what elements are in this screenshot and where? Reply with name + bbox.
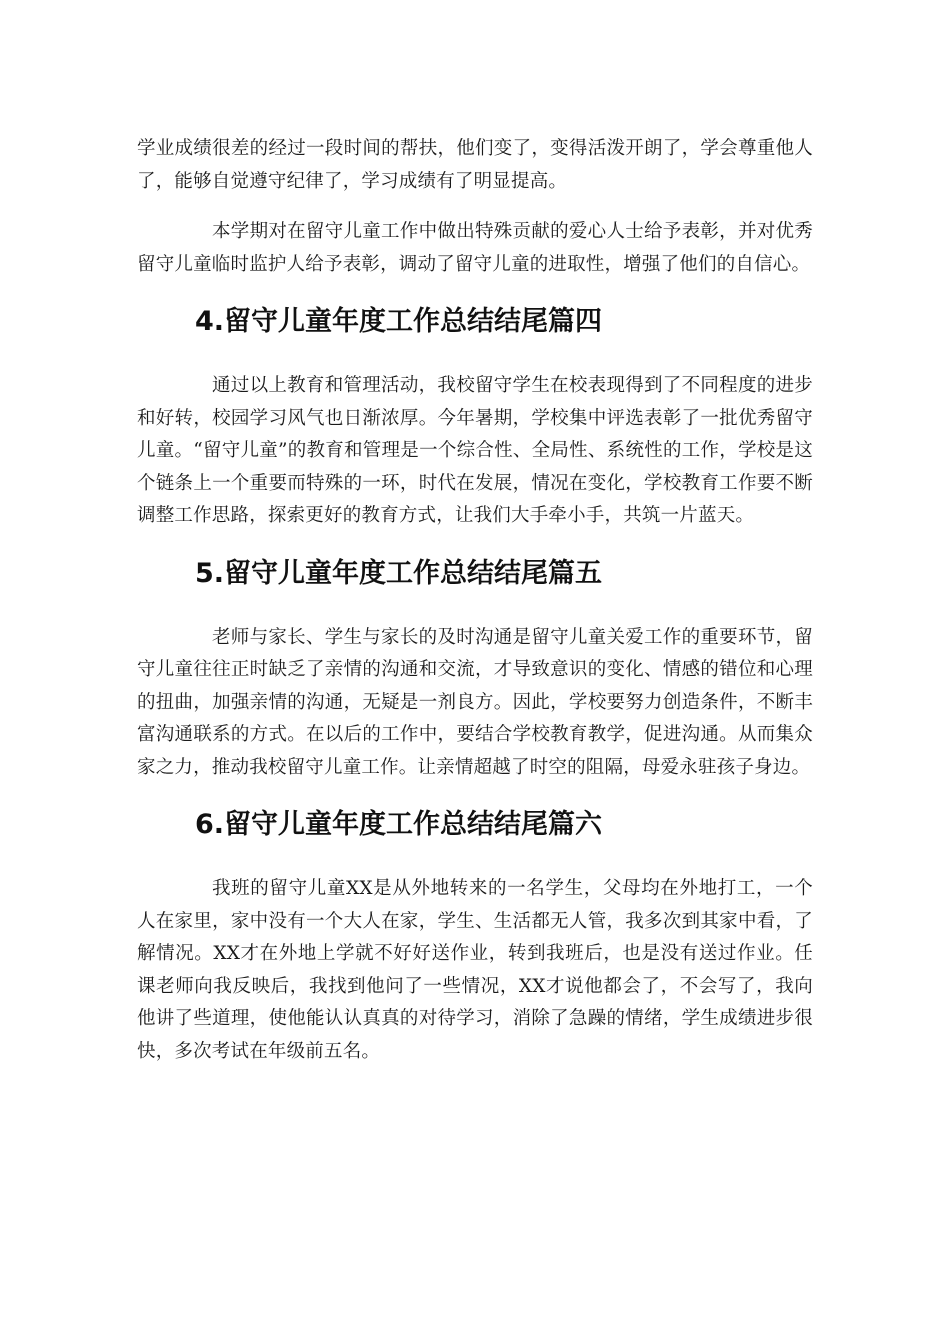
paragraph-continuation: 学业成绩很差的经过一段时间的帮扶，他们变了，变得活泼开朗了，学会尊重他人了，能够自觉遵守纪律了，学习成绩有了明显提高。 bbox=[137, 138, 813, 192]
section-5 bbox=[137, 554, 813, 594]
section-heading-6: 6.留守儿童年度工作总结结尾篇六 bbox=[195, 809, 603, 840]
section-heading-5: 5.留守儿童年度工作总结结尾篇五 bbox=[195, 557, 603, 589]
document-body bbox=[137, 133, 813, 1068]
paragraph-commendation: 本学期对在留守儿童工作中做出特殊贡献的爱心人士给予表彰，并对优秀留守儿童临时监护人给予表彰，调动了留守儿童的进取性，增强了他们的自信心。 bbox=[137, 221, 813, 275]
section-4 bbox=[137, 302, 813, 342]
paragraph-section-5: 老师与家长、学生与家长的及时沟通是留守儿童关爱工作的重要环节，留守儿童往往正时缺乏了亲情的沟通和交流，才导致意识的变化、情感的错位和心理的扭曲，加强亲情的沟通，无疑是一剂良方。因此，学校要努力创造条件，不断丰富沟通联系的方式。在以后的工作中，要结合学校教育教学，促进沟通。从而集众家之力，推动我校留守儿童工作。让亲情超越了时空的阻隔，母爱永驻孩子身边。 bbox=[137, 626, 813, 778]
section-heading-4: 4.留守儿童年度工作总结结尾篇四 bbox=[195, 306, 603, 337]
section-6 bbox=[137, 805, 813, 845]
paragraph-section-6: 我班的留守儿童XX是从外地转来的一名学生，父母均在外地打工，一个人在家里，家中没有一个大人在家，学生、生活都无人管，我多次到其家中看，了解情况。XX才在外地上学就不好好送作业，转到我班后，也是没有送过作业。任课老师向我反映后，我找到他问了一些情况，XX才说他都会了，不会写了，我向他讲了些道理，使他能认认真真的对待学习，消除了急躁的情绪，学生成绩进步很快，多次考试在年级前五名。 bbox=[137, 878, 813, 1062]
paragraph-section-4: 通过以上教育和管理活动，我校留守学生在校表现得到了不同程度的进步和好转，校园学习风气也日渐浓厚。今年暑期，学校集中评选表彰了一批优秀留守儿童。“留守儿童”的教育和管理是一个综合性、全局性、系统性的工作，学校是这个链条上一个重要而特殊的一环，时代在发展，情况在变化，学校教育工作要不断调整工作思路，探索更好的教育方式，让我们大手牵小手，共筑一片蓝天。 bbox=[137, 375, 813, 526]
